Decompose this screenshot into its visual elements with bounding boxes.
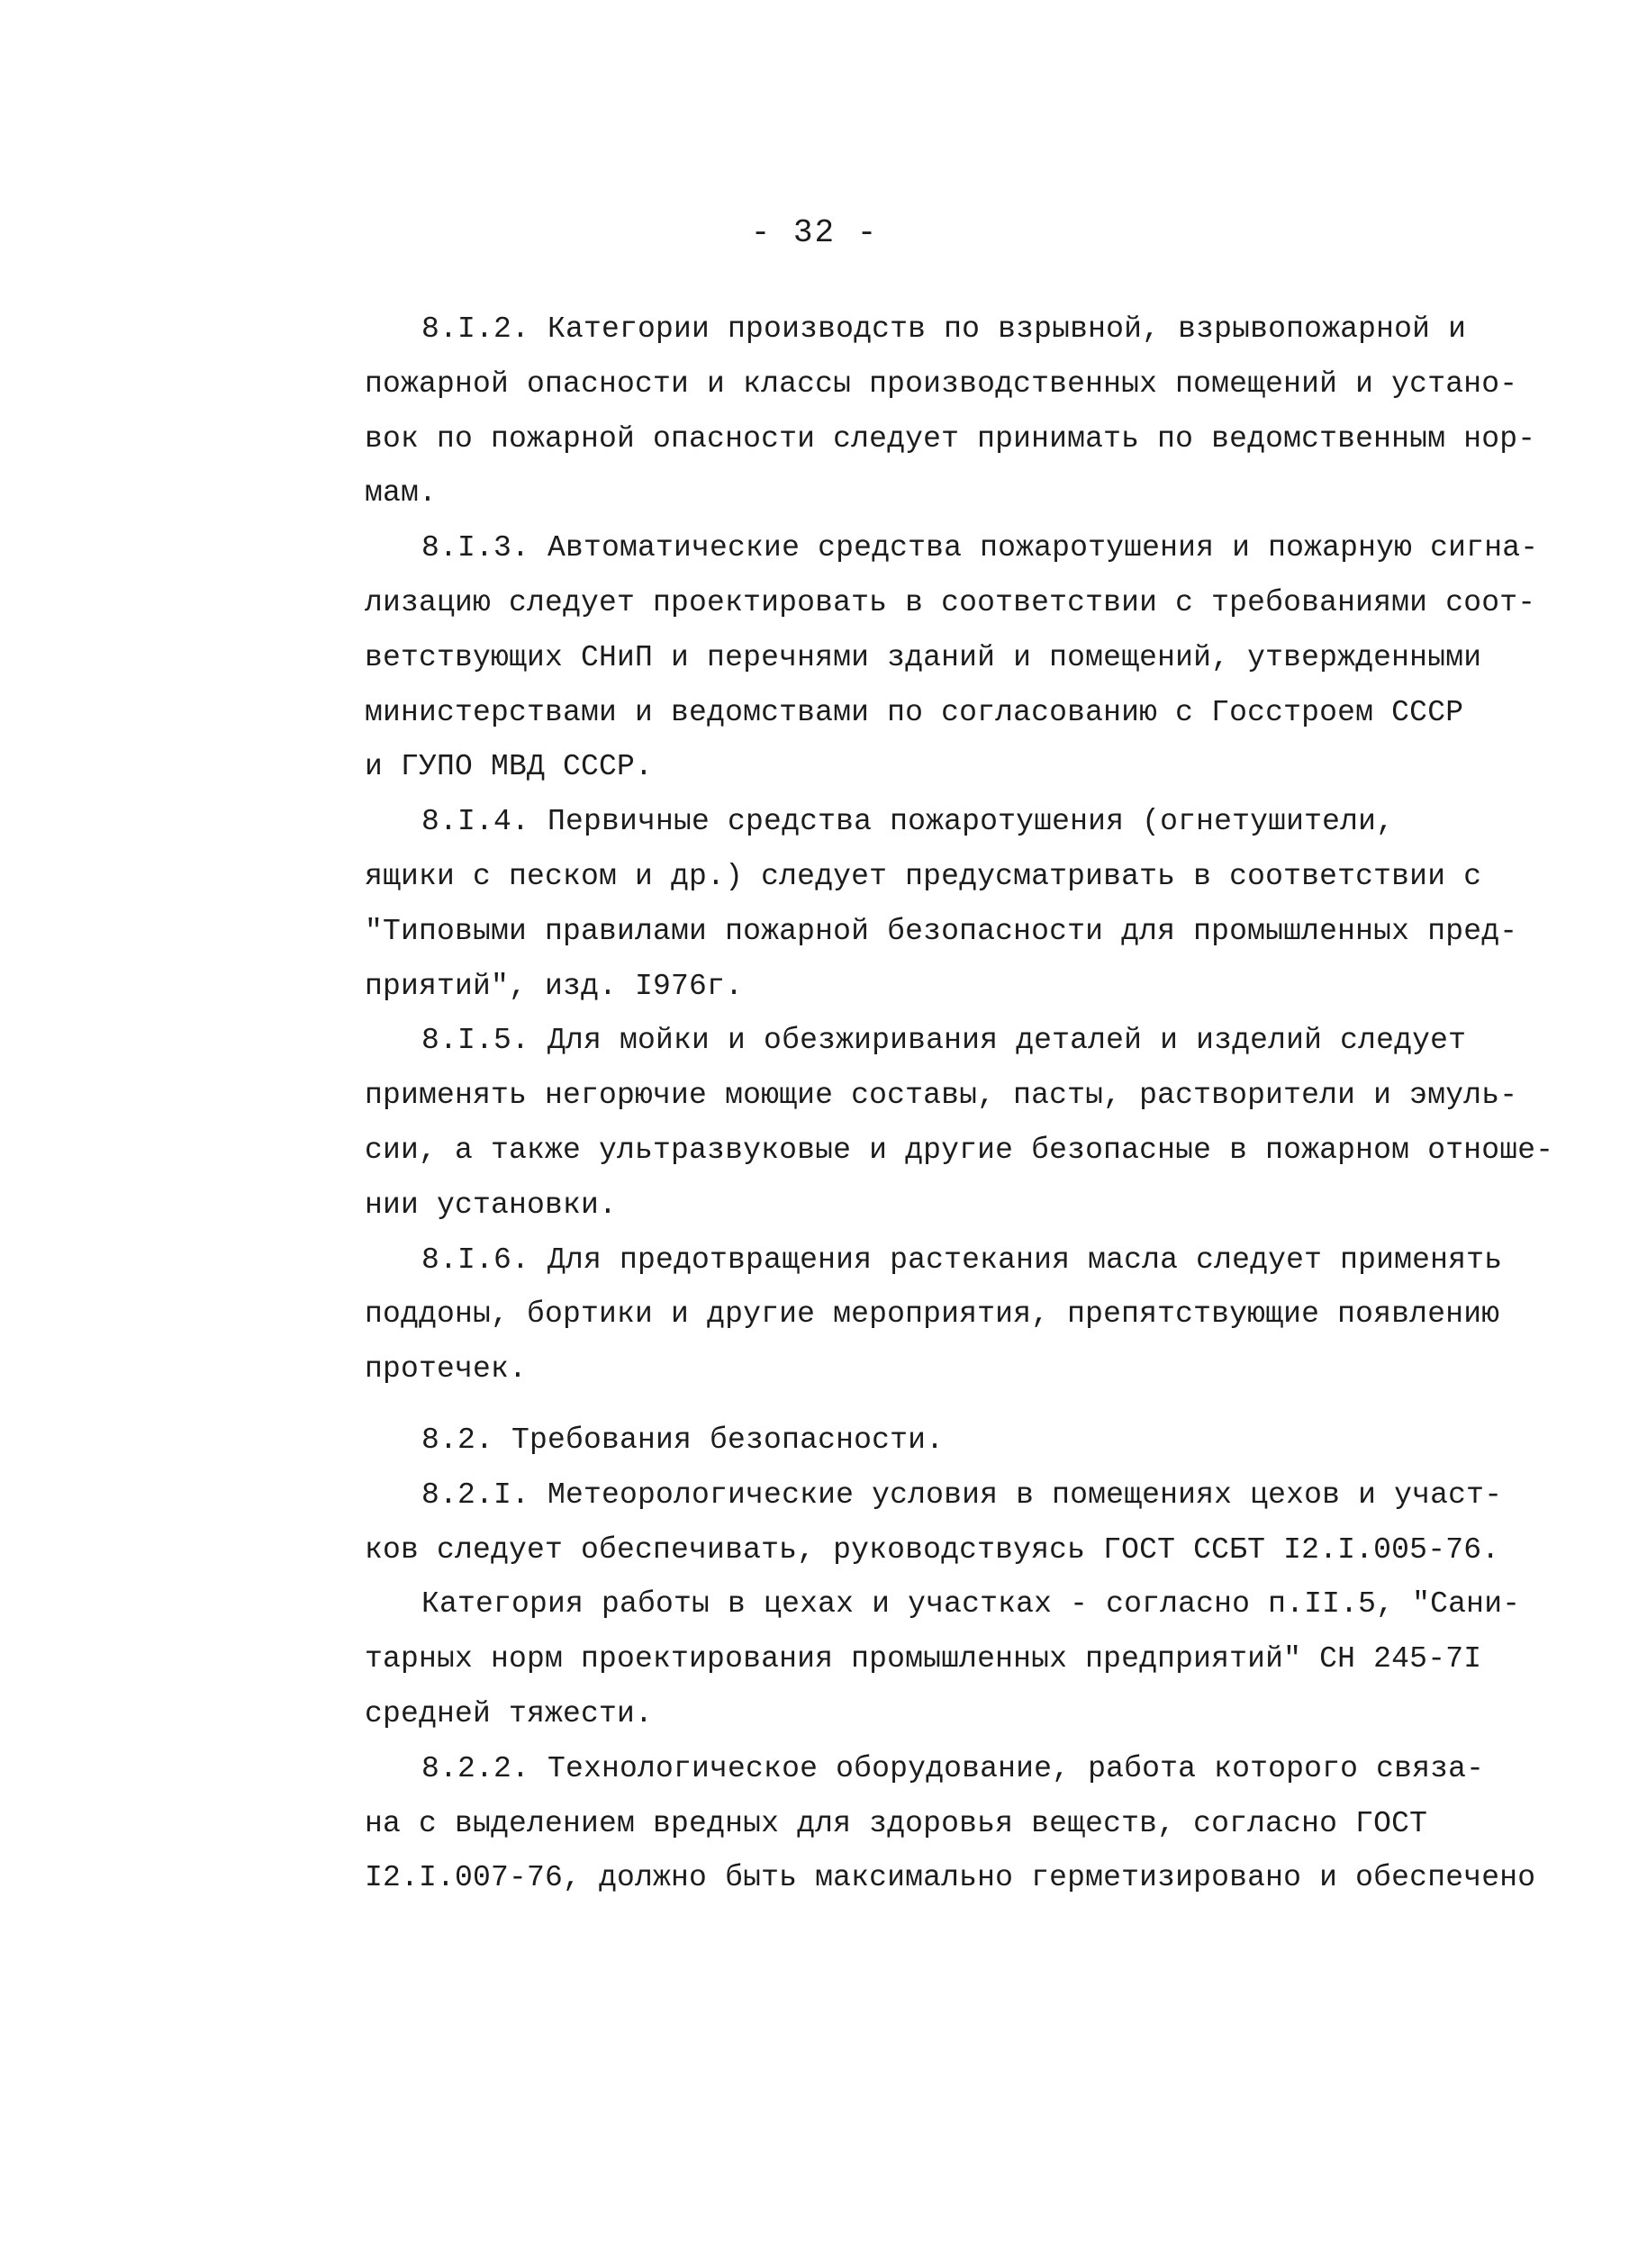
text-line: 8.I.4. Первичные средства пожаротушения (огнетушители, — [421, 805, 1395, 839]
text-line: ков следует обеспечивать, руководствуясь ГОСТ ССБТ I2.I.005-76. — [365, 1532, 1500, 1567]
section-heading: 8.2. Требования безопасности. — [421, 1423, 945, 1457]
text-line: 8.2.I. Метеорологические условия в помещениях цехов и участ- — [421, 1477, 1503, 1512]
text-line: 8.I.3. Автоматические средства пожаротушения и пожарную сигна- — [421, 531, 1539, 565]
text-line: 8.I.6. Для предотвращения растекания масла следует применять — [421, 1242, 1503, 1277]
section-gap — [365, 1397, 1513, 1414]
text-line: лизацию следует проектировать в соответствии с требованиями соот- — [365, 585, 1536, 619]
document-body — [365, 303, 1554, 1906]
text-line: тарных норм проектирования промышленных предприятий" СН 245-7I — [365, 1642, 1482, 1676]
text-line: Категория работы в цехах и участках - согласно п.II.5, "Сани- — [421, 1587, 1521, 1622]
text-line: поддоны, бортики и другие мероприятия, препятствующие появлению — [365, 1297, 1500, 1332]
text-line: мам. — [365, 476, 438, 511]
text-line: ветствующих СНиП и перечнями зданий и помещений, утвержденными — [365, 640, 1482, 674]
text-line: средней тяжести. — [365, 1696, 654, 1730]
text-line: сии, а также ультразвуковые и другие безопасные в пожарном отноше- — [365, 1133, 1554, 1167]
page-number: - 32 - — [750, 214, 879, 251]
text-line: приятий", изд. I976г. — [365, 969, 744, 1003]
text-line: на с выделением вредных для здоровья веществ, согласно ГОСТ — [365, 1806, 1428, 1840]
text-line: ящики с песком и др.) следует предусматривать в соответствии с — [365, 859, 1482, 893]
text-line: нии установки. — [365, 1188, 618, 1222]
text-line: 8.I.2. Категории производств по взрывной, взрывопожарной и — [421, 312, 1467, 346]
text-line: и ГУПО МВД СССР. — [365, 750, 654, 784]
text-line: вок по пожарной опасности следует принимать по ведомственным нор- — [365, 421, 1536, 456]
text-line: 8.I.5. Для мойки и обезжиривания деталей и изделий следует — [421, 1024, 1467, 1058]
text-line: министерствами и ведомствами по согласованию с Госстроем СССР — [365, 695, 1464, 729]
text-line: протечек. — [365, 1352, 528, 1387]
text-line: "Типовыми правилами пожарной безопасности для промышленных пред- — [365, 914, 1518, 948]
text-line: 8.2.2. Технологическое оборудование, работа которого связа- — [421, 1751, 1485, 1785]
text-line: пожарной опасности и классы производственных помещений и устано- — [365, 366, 1518, 401]
text-line: применять негорючие моющие составы, пасты, растворители и эмуль- — [365, 1079, 1518, 1113]
text-line: I2.I.007-76, должно быть максимально герметизировано и обеспечено — [365, 1861, 1536, 1895]
